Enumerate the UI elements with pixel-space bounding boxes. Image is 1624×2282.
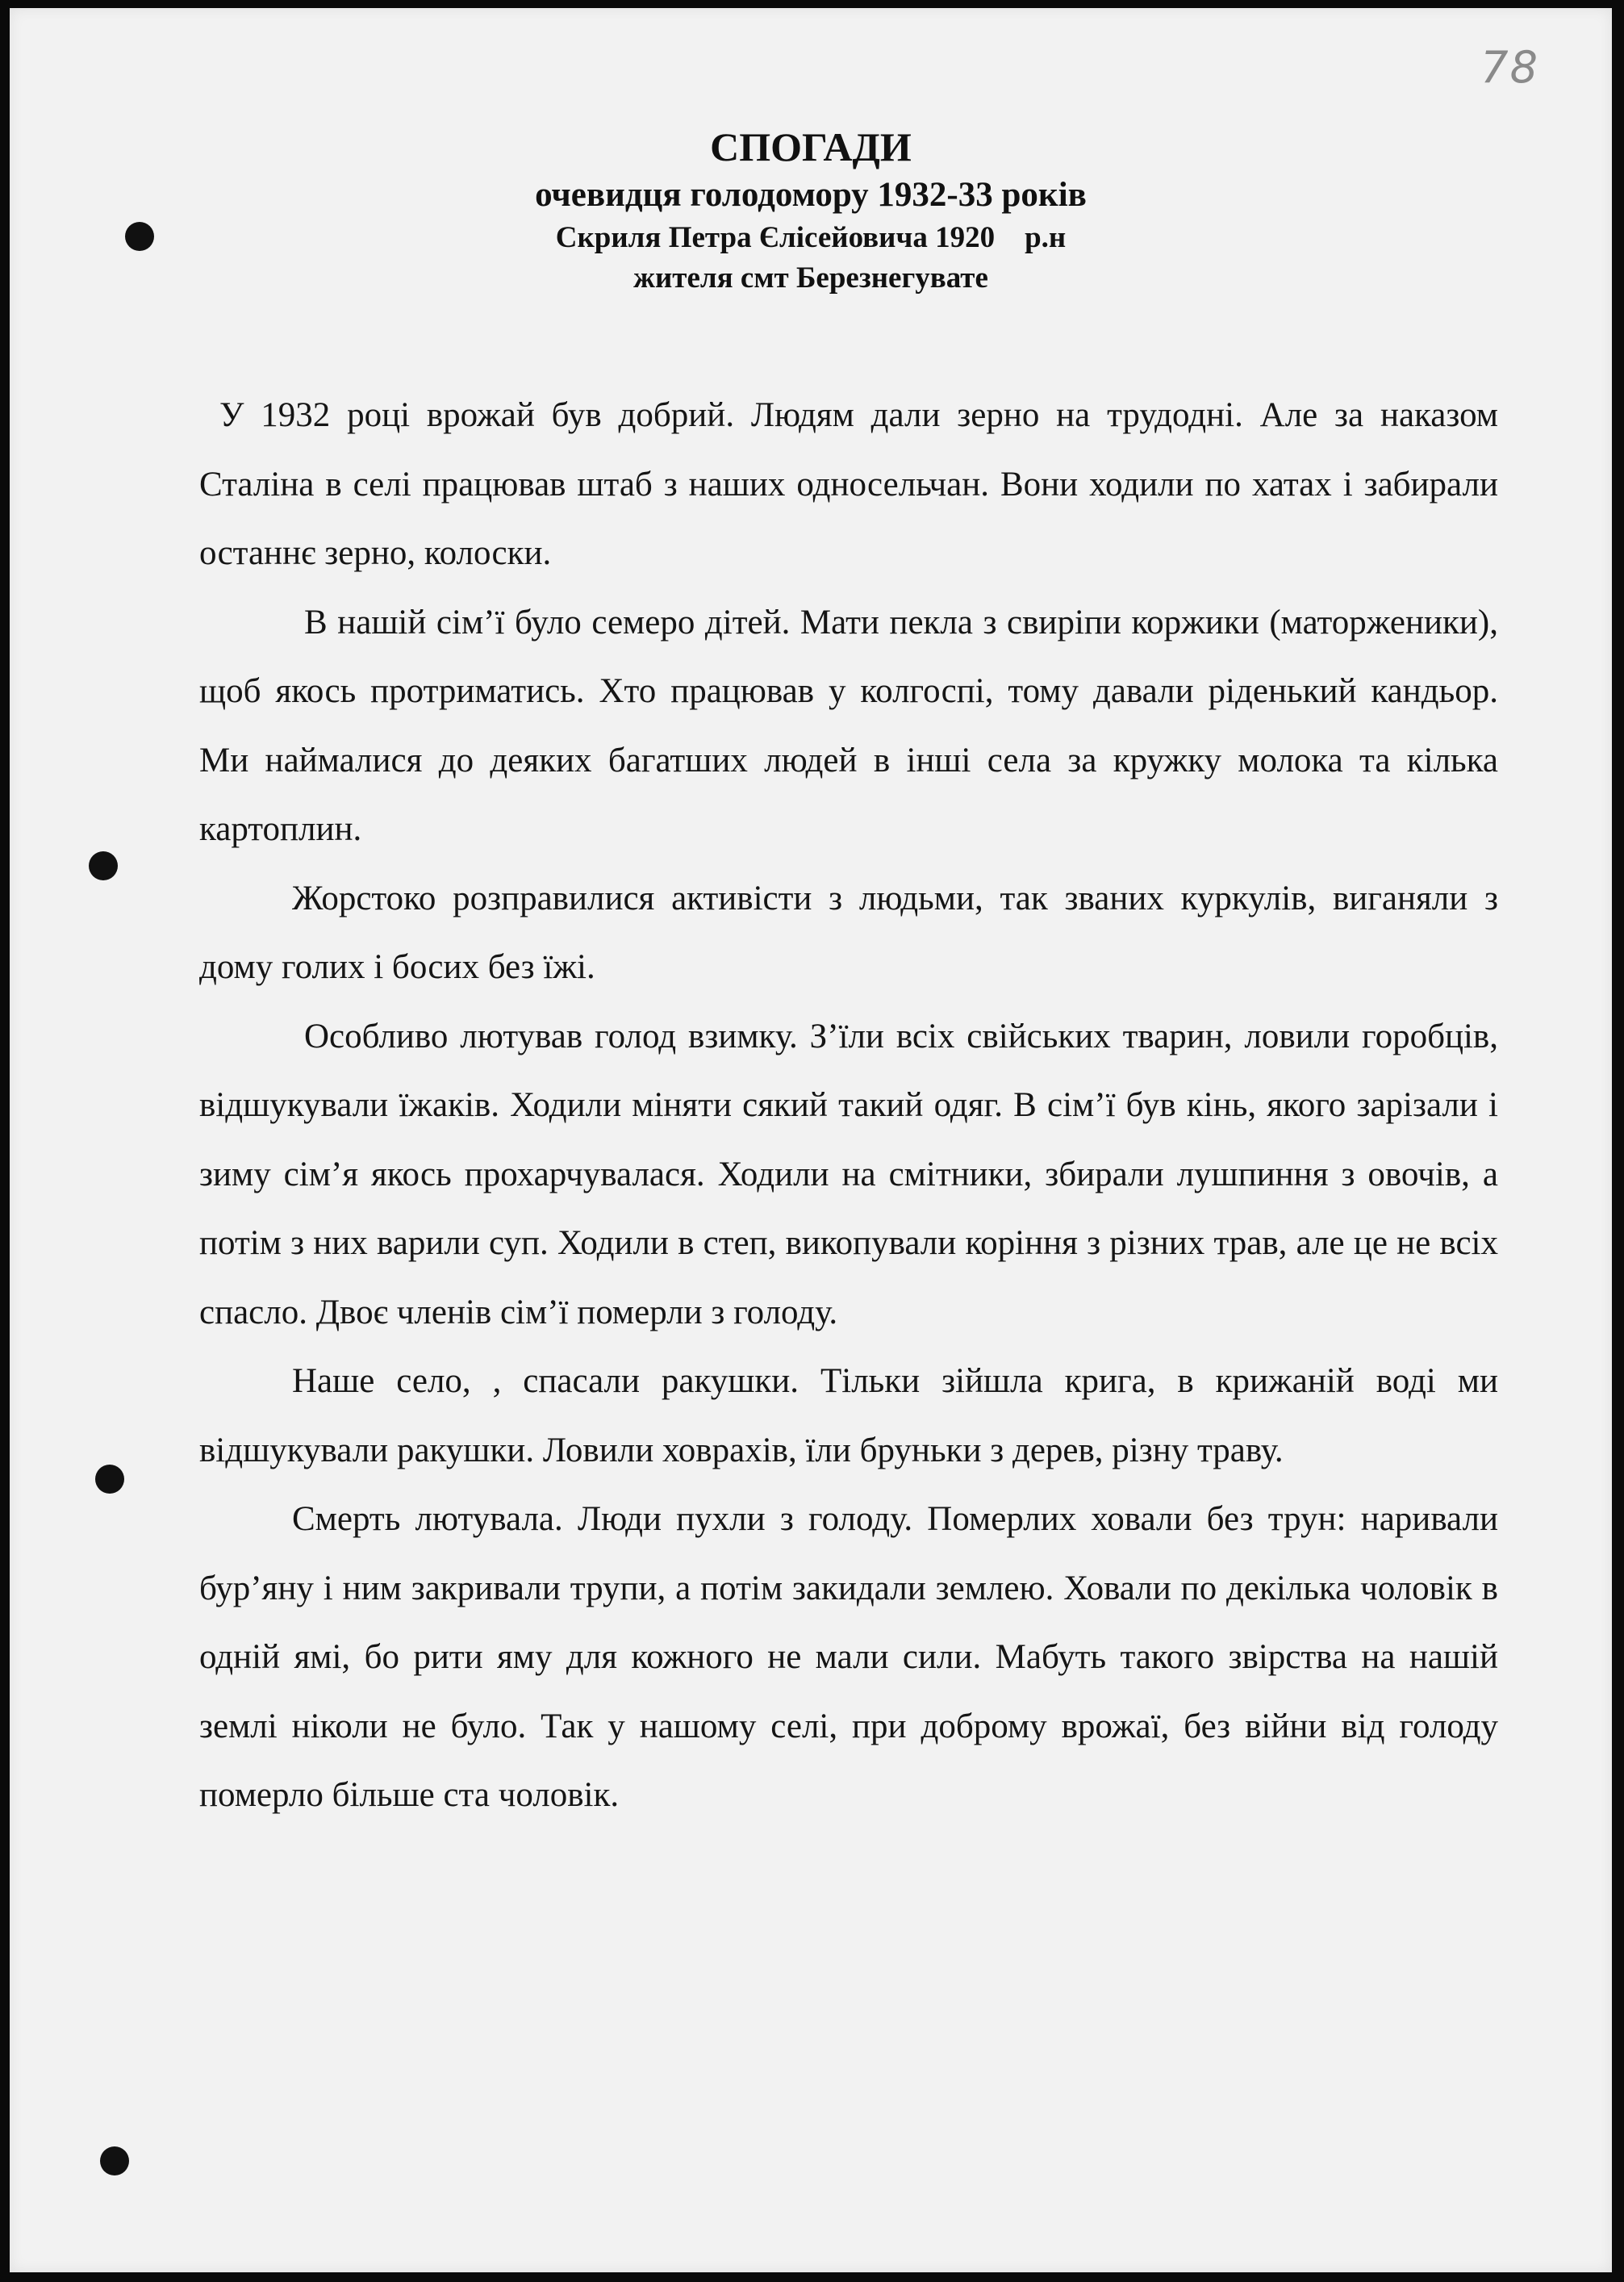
document-body (199, 381, 1498, 1830)
witness-name: Скриля Петра Єлісейовича 1920 р.н (555, 221, 1067, 254)
witness-residence: жителя смт Березнегувате (633, 261, 988, 295)
paragraph: В нашій сім’ї було семеро дітей. Мати пекла з свиріпи коржики (маторженики), щоб якось протриматись. Хто працював у колгоспі, тому давали ріденький кандьор. Ми наймалися до деяких багатших людей в інші села за кружку молока та кілька картоплин. (199, 603, 1498, 848)
paragraph: Жорстоко розправилися активісти з людьми, так званих куркулів, виганяли з дому голих і босих без їжі. (199, 879, 1498, 986)
document-header (10, 121, 1612, 299)
document-page (10, 8, 1612, 2272)
punch-hole (95, 1465, 124, 1494)
paragraph: Смерть лютувала. Люди пухли з голоду. Померлих ховали без трун: наривали бур’яну і ним закривали трупи, а потім закидали землею. Ховали по декілька чоловік в одній ямі, бо рити яму для кожного не мали сили. Мабуть такого звірства на нашій землі ніколи не було. Так у нашому селі, при доброму врожаї, без війни від голоду померло більше ста чоловік. (199, 1500, 1498, 1814)
punch-hole (89, 851, 118, 880)
document-subtitle: очевидця голодомору 1932-33 років (535, 176, 1087, 214)
paragraph: Особливо лютував голод взимку. З’їли всіх свійських тварин, ловили горобців, відшукували їжаків. Ходили міняти сякий такий одяг. В сім’ї був кінь, якого зарізали і зиму сім’я якось прохарчувалася. Ходили на смітники, збирали лушпиння з овочів, а потім з них варили суп. Ходили в степ, викопували коріння з різних трав, але це не всіх спасло. Двоє членів сім’ї померли з голоду. (199, 1017, 1498, 1331)
page-number: 78 (1480, 42, 1539, 93)
punch-hole (100, 2146, 129, 2175)
paragraph: Наше село, , спасали ракушки. Тільки зійшла крига, в крижаній воді ми відшукували ракушки. Ловили ховрахів, їли бруньки з дерев, різну траву. (199, 1362, 1498, 1469)
document-title: СПОГАДИ (710, 124, 912, 169)
paragraph: У 1932 році врожай був добрий. Людям дали зерно на трудодні. Але за наказом Сталіна в селі працював штаб з наших односельчан. Вони ходили по хатах і забирали останнє зерно, колоски. (199, 396, 1498, 572)
